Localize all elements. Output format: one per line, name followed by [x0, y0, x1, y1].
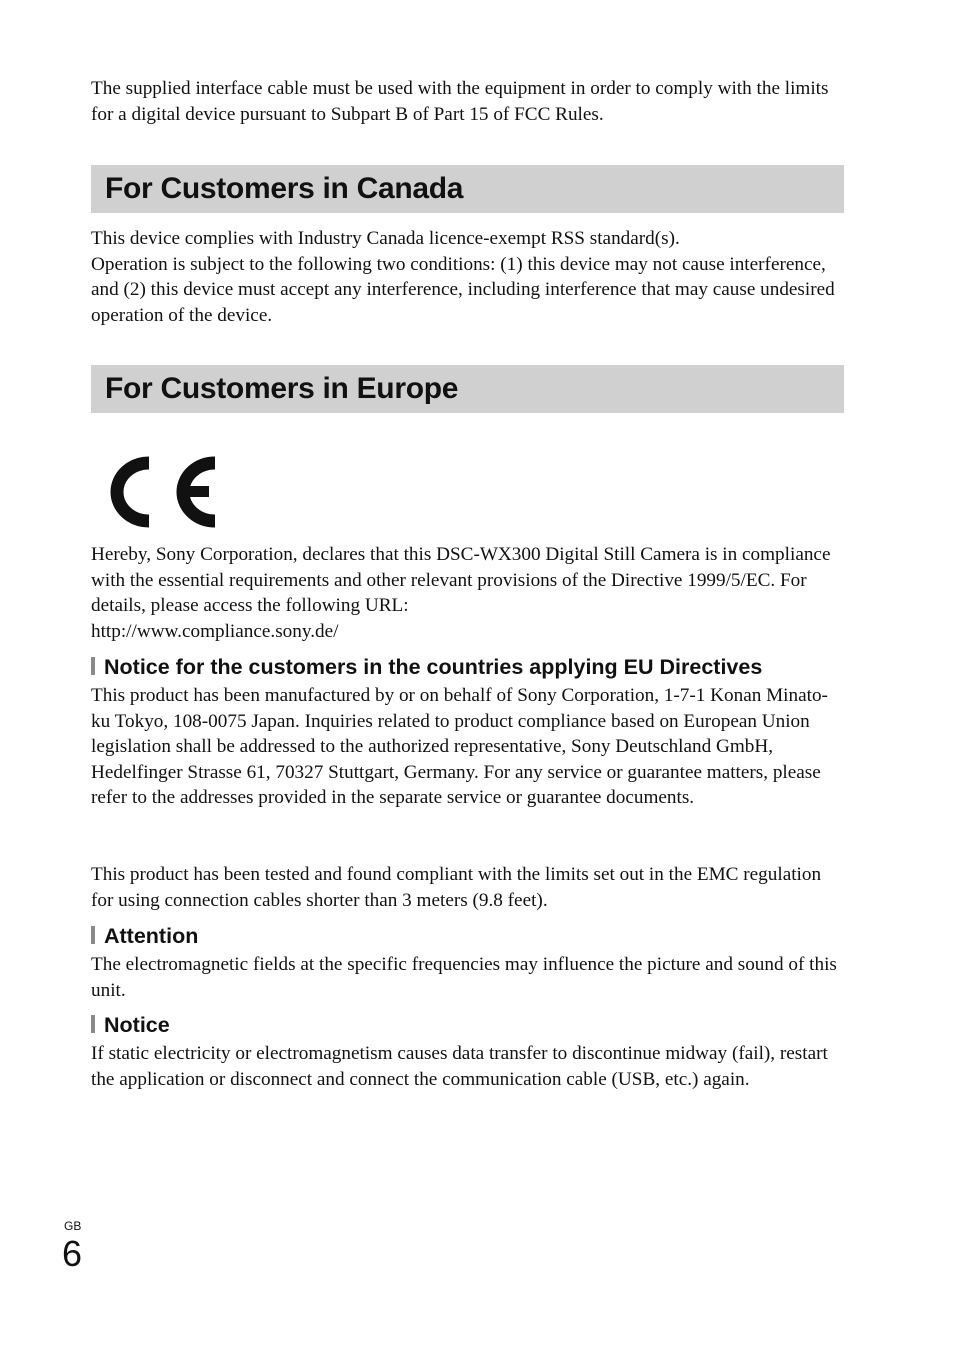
emc-tested-paragraph: This product has been tested and found compliant with the limits set out in the EMC regulation for using connection cables shorter than 3 meters (9.8 feet).: [91, 864, 822, 911]
fcc-paragraph: The supplied interface cable must be used with the equipment in order to comply with the limits for a digital device pursuant to Subpart B of Part 15 of FCC Rules.: [91, 78, 829, 125]
attention-paragraph: The electromagnetic fields at the specific frequencies may influence the picture and sound of this unit.: [91, 954, 837, 1001]
attention-subheading-text: Attention: [104, 924, 199, 948]
attention-subheading: [91, 923, 198, 949]
manufacturer-paragraph: This product has been manufactured by or on behalf of Sony Corporation, 1-7-1 Konan Minato-ku Tokyo, 108-0075 Japan. Inquiries related to product compliance based on European Union legislation shall be addressed to the authorized representative, Sony Deutschland GmbH, Hedelfinger Strasse 61, 70327 Stuttgart, Germany. For any service or guarantee matters, please refer to the addresses provided in the separate service or guarantee documents.: [91, 685, 828, 809]
europe-heading: For Customers in Europe: [91, 365, 844, 413]
canada-paragraph-1: This device complies with Industry Canada licence-exempt RSS standard(s).: [91, 228, 680, 249]
declaration-section: [91, 542, 844, 644]
eu-directives-subheading-text: Notice for the customers in the countries applying EU Directives: [104, 655, 763, 679]
declaration-paragraph: Hereby, Sony Corporation, declares that this DSC-WX300 Digital Still Camera is in compliance with the essential requirements and other relevant provisions of the Directive 1999/5/EC. For details, please access the following URL:: [91, 544, 831, 617]
page-number: 6: [62, 1233, 83, 1274]
ce-mark-icon: [99, 449, 223, 535]
subheading-bar: [91, 926, 95, 944]
notice-subheading-text: Notice: [104, 1013, 170, 1037]
canada-paragraph-2: Operation is subject to the following two conditions: (1) this device may not cause interference, and (2) this device must accept any interference, including interference that may cause undesired operation of the device.: [91, 253, 835, 326]
subheading-bar: [91, 657, 95, 675]
notice-subheading: [91, 1012, 170, 1038]
canada-section-text: [91, 226, 844, 328]
eu-directives-subheading: [91, 654, 762, 680]
region-code: GB: [64, 1219, 82, 1233]
notice-paragraph: If static electricity or electromagnetism causes data transfer to discontinue midway (fail), restart the application or disconnect and connect the communication cable (USB, etc.) again.: [91, 1043, 828, 1090]
subheading-bar: [91, 1015, 95, 1033]
compliance-url: http://www.compliance.sony.de/: [91, 620, 339, 642]
canada-heading: For Customers in Canada: [91, 165, 844, 213]
